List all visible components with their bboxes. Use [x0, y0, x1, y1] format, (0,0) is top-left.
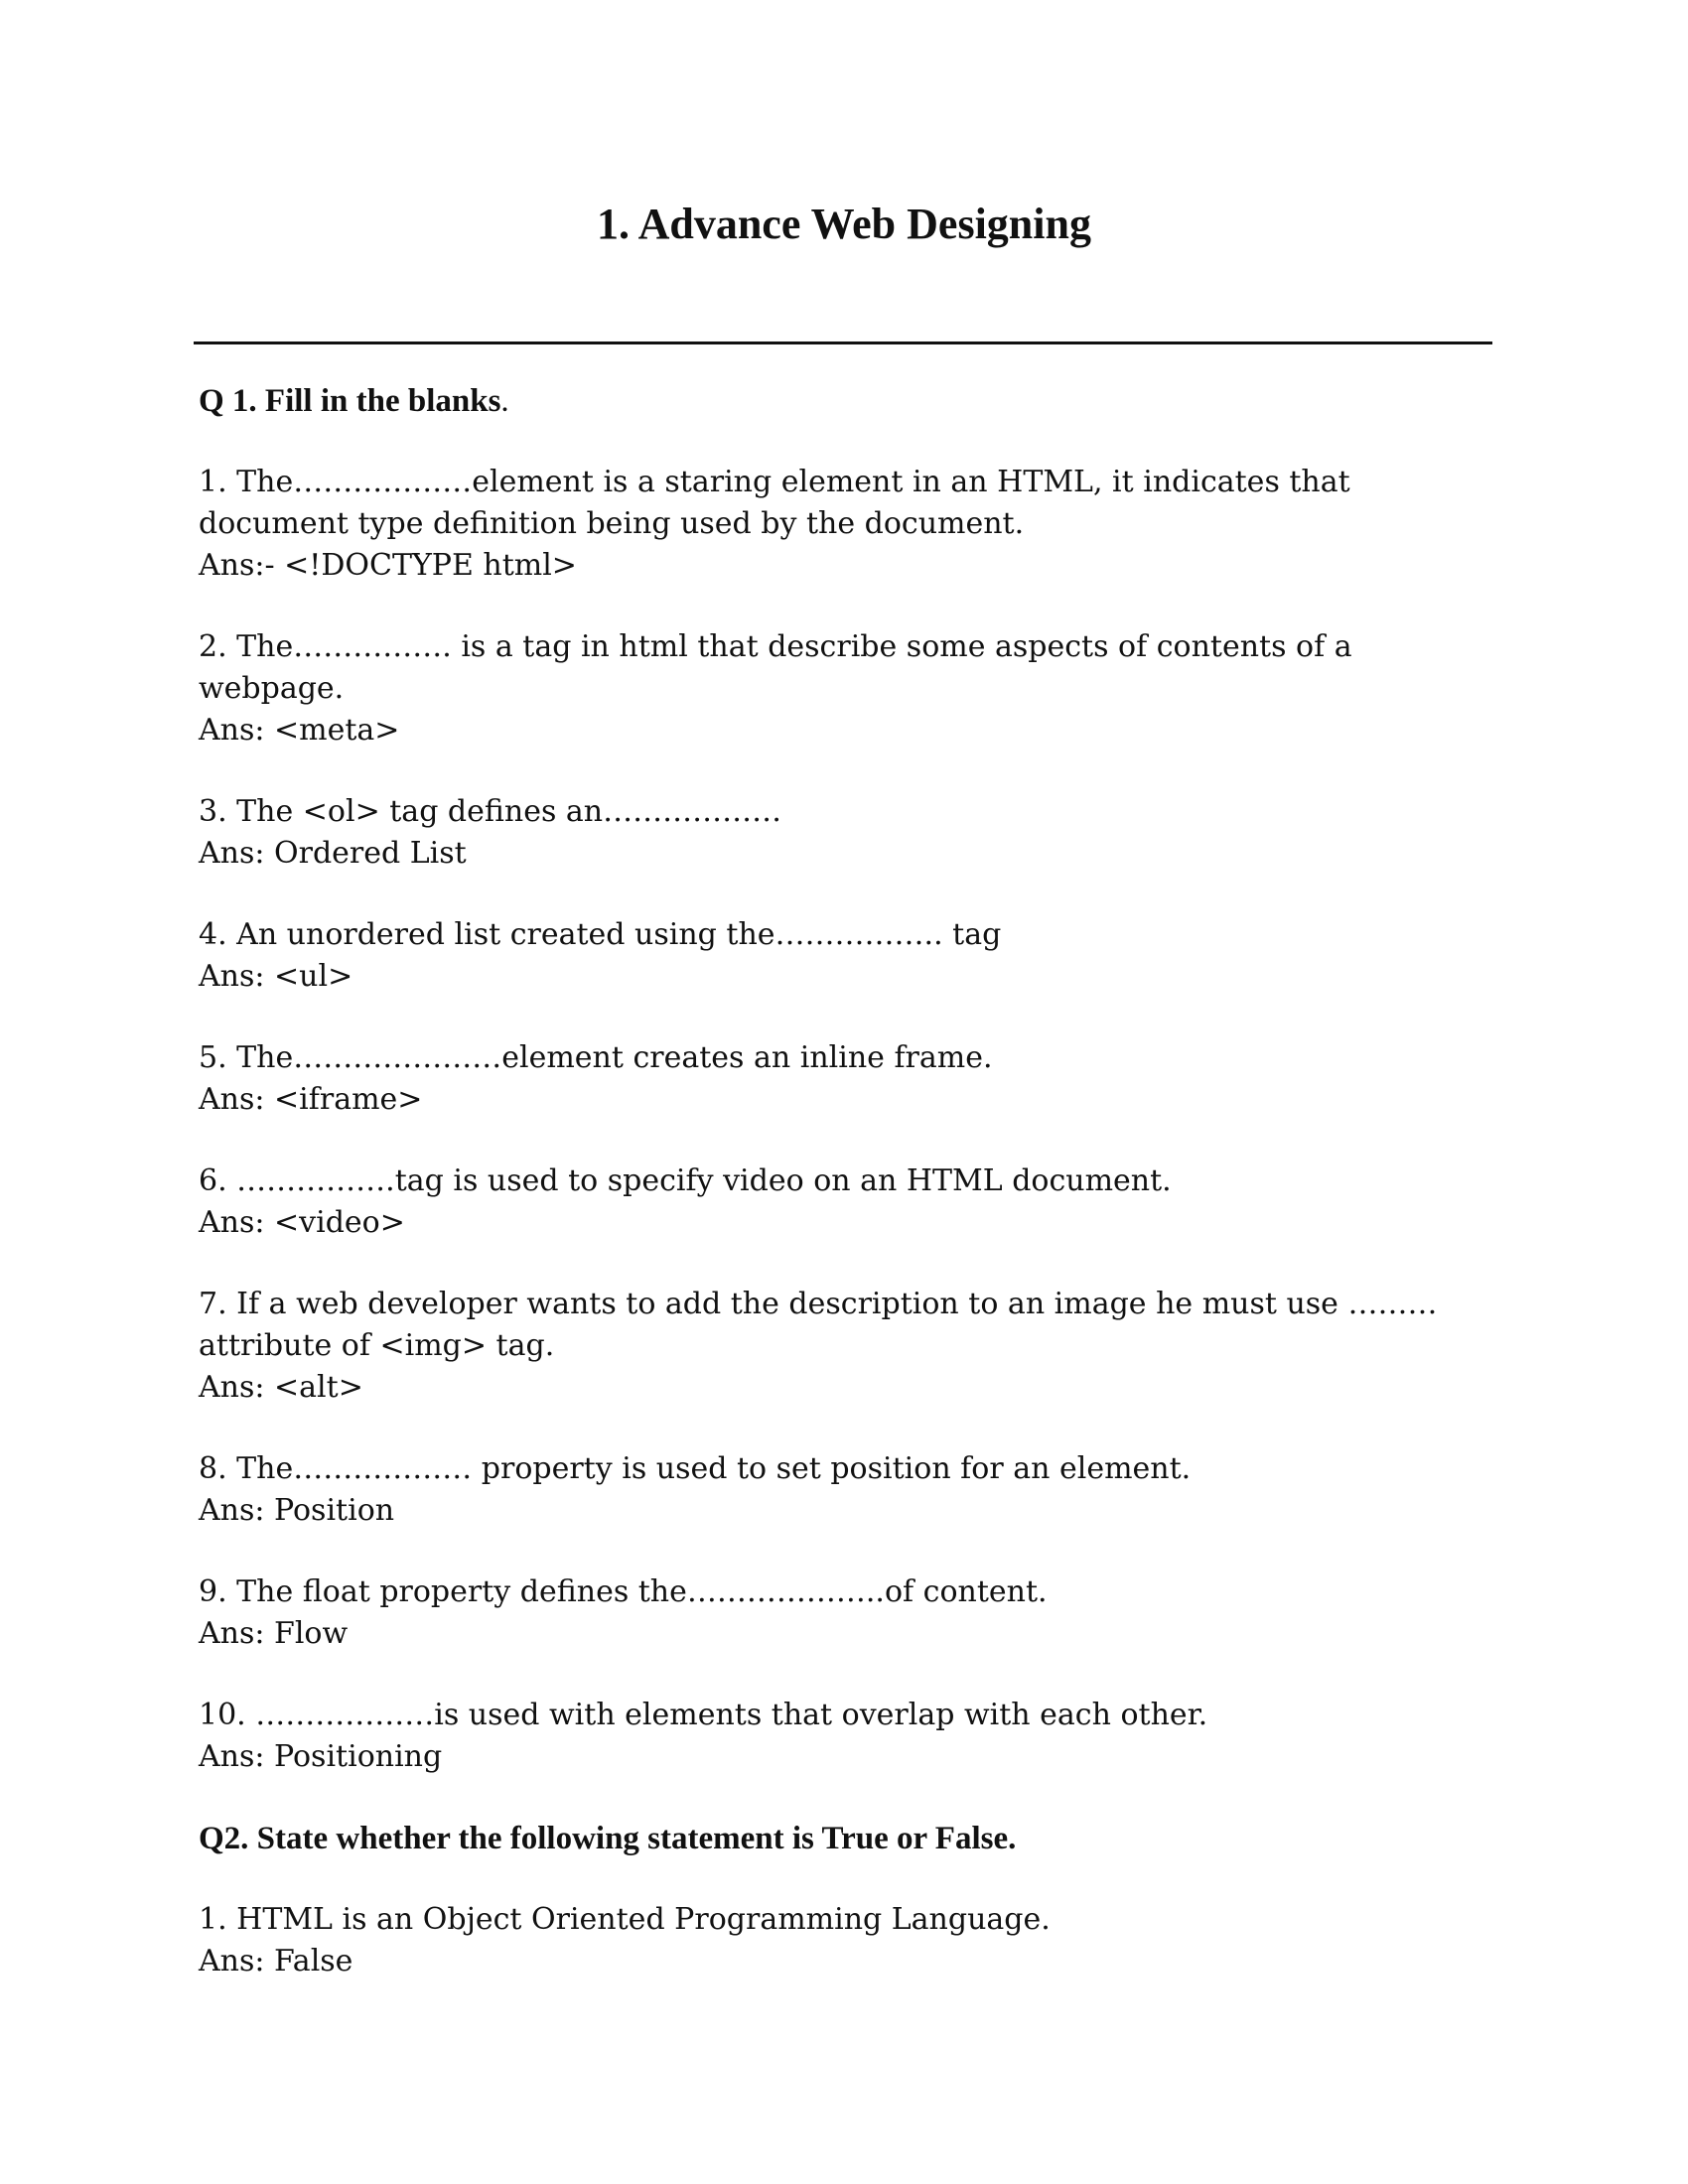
- answer-text: Ans: Positioning: [199, 1739, 443, 1774]
- question-text: 9. The float property defines the………………..of content.: [199, 1574, 1048, 1609]
- question-text: 5. The…………………element creates an inline frame.: [199, 1040, 993, 1075]
- answer-text: Ans: Ordered List: [199, 836, 467, 871]
- answer-text: Ans:- <!DOCTYPE html>: [199, 548, 577, 583]
- question-item: [199, 1037, 1499, 1121]
- question-text: 3. The <ol> tag defines an………………: [199, 794, 782, 829]
- section-heading-suffix: .: [500, 383, 509, 419]
- question-item: [199, 1571, 1499, 1655]
- question-text: 1. The………………element is a staring element in an HTML, it indicates that document type definition being used by the document.: [199, 465, 1350, 541]
- question-text: 6. …………….tag is used to specify video on an HTML document.: [199, 1163, 1172, 1198]
- question-item: [199, 1695, 1499, 1778]
- question-item: [199, 626, 1499, 751]
- answer-text: Ans: <iframe>: [199, 1082, 423, 1117]
- question-text: 10. ………………is used with elements that overlap with each other.: [199, 1698, 1208, 1732]
- question-text: 7. If a web developer wants to add the description to an image he must use ……… attribute of <img> tag.: [199, 1287, 1438, 1363]
- question-item: [199, 914, 1499, 998]
- answer-text: Ans: Flow: [199, 1616, 349, 1651]
- section-heading-true-false: [199, 1818, 1499, 1859]
- answer-text: Ans: <video>: [199, 1205, 405, 1240]
- section-heading-text: Q2. State whether the following statement is True or False.: [199, 1821, 1017, 1856]
- answer-text: Ans: <ul>: [199, 959, 353, 994]
- document-title: 1. Advance Web Designing: [597, 200, 1091, 248]
- section-heading-text: Q 1. Fill in the blanks: [199, 383, 501, 419]
- question-item: [199, 1160, 1499, 1244]
- answer-text: Ans: <meta>: [199, 713, 400, 748]
- question-item: [199, 1284, 1499, 1409]
- answer-text: Ans: <alt>: [199, 1370, 363, 1405]
- answer-text: Ans: False: [199, 1944, 353, 1979]
- question-item: [199, 462, 1499, 587]
- question-text: 1. HTML is an Object Oriented Programming Language.: [199, 1902, 1051, 1937]
- title-divider: [194, 341, 1492, 344]
- question-item: [199, 1448, 1499, 1532]
- question-text: 4. An unordered list created using the…………….. tag: [199, 917, 1002, 952]
- section-heading-fill-blanks: [199, 380, 1499, 422]
- document-body: [199, 380, 1499, 2022]
- question-text: 8. The……………… property is used to set position for an element.: [199, 1451, 1192, 1486]
- question-item: [199, 791, 1499, 875]
- answer-text: Ans: Position: [199, 1493, 395, 1528]
- question-text: 2. The……………. is a tag in html that describe some aspects of contents of a webpage.: [199, 629, 1352, 706]
- question-item: [199, 1899, 1499, 1982]
